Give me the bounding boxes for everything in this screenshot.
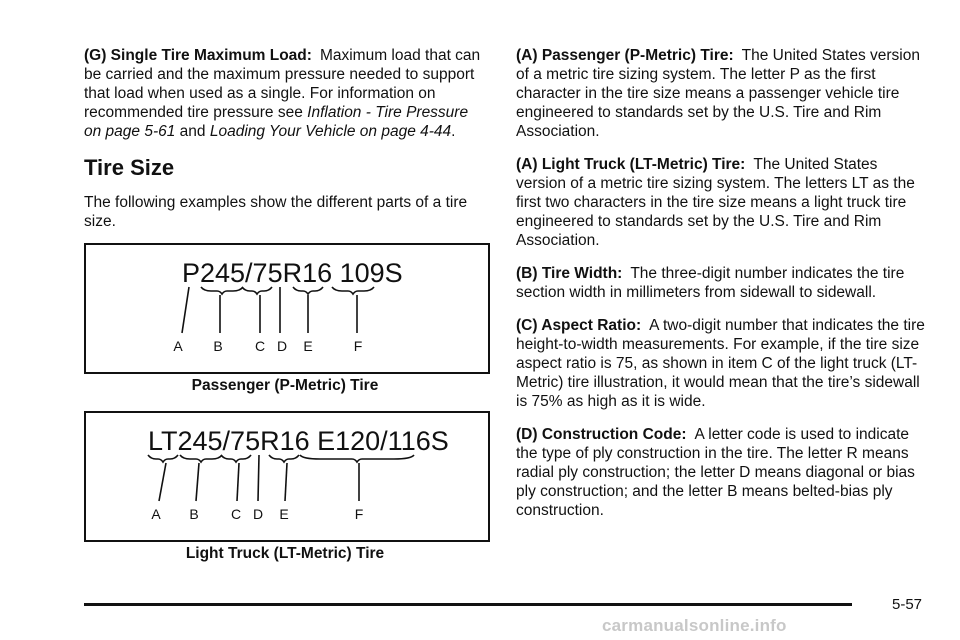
definition-body: A two-digit number that indicates the tire height-to-width measurements. For example, if the tire size aspect ratio is 75, as shown in item C of the light truck (LT-Metric) tire illustration, it would mean that the tire’s sidewall is 75% as high as it is wide. bbox=[516, 317, 925, 410]
left-column bbox=[84, 46, 484, 245]
definition-passenger bbox=[516, 46, 928, 141]
inflation-pressure-link[interactable]: Inflation - Tire Pressure on page 5-61 bbox=[84, 104, 469, 140]
label-a: A bbox=[173, 338, 183, 354]
tire-size-intro: The following examples show the different parts of a tire size. bbox=[84, 194, 468, 230]
definition-body: A letter code is used to indicate the type of ply construction in the tire. The letter R means radial ply construction; the letter D means diagonal or bias ply construction; and the letter B means belted-bias ply construction. bbox=[516, 426, 915, 519]
watermark: carmanualsonline.info bbox=[602, 616, 787, 635]
light-truck-tire-figure bbox=[84, 411, 490, 542]
footer-rule bbox=[84, 603, 852, 606]
label-b: B bbox=[189, 506, 199, 522]
label-b: B bbox=[213, 338, 223, 354]
label-e: E bbox=[303, 338, 313, 354]
definition-light-truck bbox=[516, 155, 928, 250]
definition-aspect-ratio bbox=[516, 316, 928, 411]
label-d: D bbox=[252, 506, 264, 522]
passenger-tire-figure bbox=[84, 243, 490, 374]
g-load-heading: (G) Single Tire Maximum Load: bbox=[84, 47, 312, 64]
label-a: A bbox=[151, 506, 161, 522]
light-truck-tire-diagram bbox=[86, 413, 488, 540]
brace-c bbox=[242, 287, 272, 294]
definition-heading: (C) Aspect Ratio: bbox=[516, 317, 642, 334]
light-truck-tire-code: LT245/75R16 E120/116S bbox=[148, 426, 449, 456]
definition-heading: (D) Construction Code: bbox=[516, 426, 687, 443]
label-f: F bbox=[353, 338, 363, 354]
definition-body: The United States version of a metric tire sizing system. The letter P as the first character in the tire size means a passenger vehicle tire engineered to standards set by the U.S. Tire and Rim Association. bbox=[516, 47, 920, 140]
section-title: Tire Size bbox=[84, 155, 175, 180]
loading-vehicle-link[interactable]: Loading Your Vehicle on page 4-44 bbox=[209, 123, 452, 140]
definition-body: The United States version of a metric tire sizing system. The letters LT as the first two characters in the tire size means a light truck tire engineered to standards set by the U.S. Tire and Rim Association. bbox=[516, 156, 915, 249]
passenger-tire-diagram bbox=[86, 245, 488, 372]
definition-heading: (A) Passenger (P-Metric) Tire: bbox=[516, 47, 734, 64]
g-load-body: Maximum load that can be carried and the maximum pressure needed to support that load when used as a single. For information on recommended tire pressure see bbox=[84, 47, 481, 121]
definition-heading: (A) Light Truck (LT-Metric) Tire: bbox=[516, 156, 746, 173]
page-number: 5-57 bbox=[892, 596, 923, 613]
passenger-tire-caption: Passenger (P-Metric) Tire bbox=[191, 377, 379, 394]
label-d: D bbox=[276, 338, 288, 354]
passenger-tire-code: P245/75R16 109S bbox=[182, 258, 403, 288]
right-column bbox=[516, 46, 928, 534]
label-e: E bbox=[279, 506, 289, 522]
brace-f bbox=[332, 287, 374, 294]
brace-c bbox=[221, 455, 251, 462]
brace-a bbox=[148, 455, 178, 462]
label-f: F bbox=[354, 506, 364, 522]
brace-e bbox=[293, 287, 323, 294]
light-truck-tire-caption: Light Truck (LT-Metric) Tire bbox=[185, 545, 385, 562]
definition-body: The three-digit number indicates the tire section width in millimeters from sidewall to sidewall. bbox=[516, 265, 905, 301]
g-load-end: . bbox=[451, 123, 456, 140]
definition-heading: (B) Tire Width: bbox=[516, 265, 623, 282]
brace-e bbox=[269, 455, 299, 462]
label-c: C bbox=[254, 338, 266, 354]
g-load-paragraph bbox=[84, 46, 484, 141]
label-c: C bbox=[230, 506, 242, 522]
definition-construction-code bbox=[516, 425, 928, 520]
brace-b bbox=[180, 455, 222, 462]
definition-tire-width bbox=[516, 264, 928, 302]
brace-f bbox=[300, 455, 414, 462]
g-load-and: and bbox=[175, 123, 210, 140]
brace-b bbox=[201, 287, 243, 294]
